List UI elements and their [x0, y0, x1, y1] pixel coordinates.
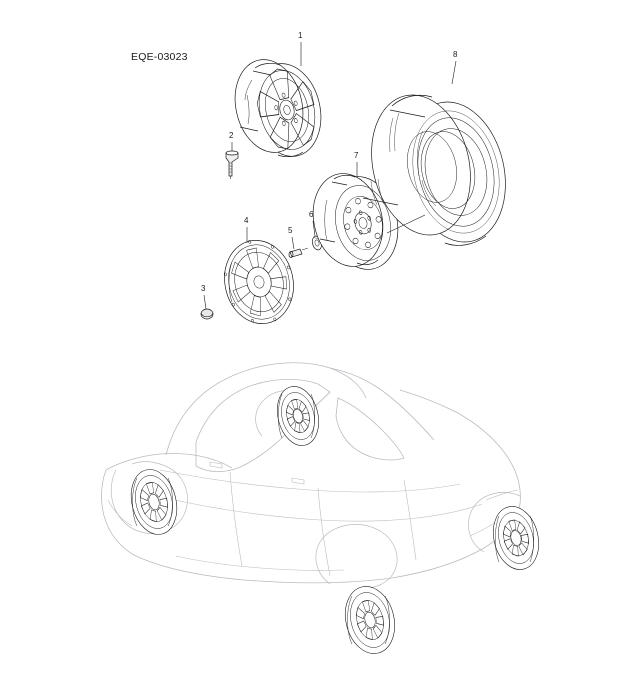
vehicle-wheel-front-left: [125, 465, 184, 540]
vehicle-wheel-rear-left: [271, 382, 324, 450]
vehicle-wheel-front-right: [487, 502, 545, 575]
part-wheel-bolt: [226, 151, 238, 179]
callout-8: 8: [453, 50, 458, 59]
callout-5: 5: [288, 226, 293, 235]
part-alloy-wheel: [226, 53, 329, 163]
part-code-label: EQE-03023: [131, 51, 188, 63]
callout-1: 1: [298, 31, 303, 40]
callout-6: 6: [309, 210, 314, 219]
callout-4: 4: [244, 216, 249, 225]
callout-7: 7: [354, 151, 359, 160]
part-valve-stem: [289, 248, 308, 258]
part-valve-cap: [201, 309, 213, 319]
vehicle-wheel-rear-right: [338, 581, 401, 659]
callout-3: 3: [201, 284, 206, 293]
callout-2: 2: [229, 131, 234, 140]
part-wheel-cover: [216, 233, 301, 331]
